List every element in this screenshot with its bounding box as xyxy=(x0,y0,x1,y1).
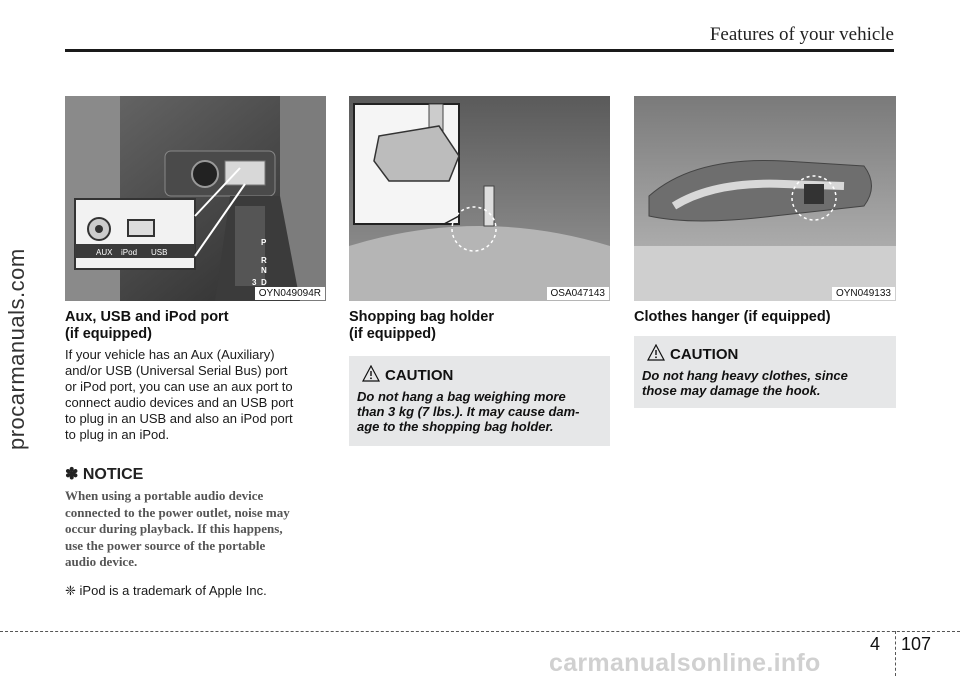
caution-line: age to the shopping bag holder. xyxy=(357,419,554,434)
image-caption: OYN049133 xyxy=(832,287,895,300)
heading-line: Shopping bag holder xyxy=(349,309,494,325)
gear-label-d: D xyxy=(261,278,267,287)
aux-usb-ipod-photo xyxy=(65,96,326,301)
page-number-separator xyxy=(895,631,896,676)
caution-body xyxy=(357,389,605,434)
heading-line: Aux, USB and iPod port xyxy=(65,309,229,325)
body-line: to plug in an iPod. xyxy=(65,427,170,442)
aux-usb-heading xyxy=(65,309,326,343)
caution-body xyxy=(642,368,892,398)
gear-label-3: 3 xyxy=(252,278,257,287)
header-rule xyxy=(65,49,894,52)
notice-line: connected to the power outlet, noise may xyxy=(65,504,290,520)
trademark-note xyxy=(65,583,267,599)
shopping-bag-heading xyxy=(349,309,610,343)
notice-body xyxy=(65,488,326,571)
side-watermark: procarmanuals.com xyxy=(4,248,29,450)
gear-label-p: P xyxy=(261,238,267,247)
heading-line: (if equipped) xyxy=(65,326,152,342)
shopping-bag-caution-box xyxy=(349,356,610,446)
heading-line: (if equipped) xyxy=(349,326,436,342)
trademark-symbol: ❈ xyxy=(65,583,76,598)
warning-icon xyxy=(362,365,380,382)
gear-label-r: R xyxy=(261,256,267,265)
clothes-hanger-caution-box xyxy=(634,336,896,408)
caution-title: CAUTION xyxy=(385,367,454,384)
page-number: 107 xyxy=(901,634,932,654)
inset-label-ipod: iPod xyxy=(121,248,138,257)
notice-line: When using a portable audio device xyxy=(65,488,264,503)
body-line: connect audio devices and an USB port xyxy=(65,395,294,410)
shopping-bag-holder-photo xyxy=(349,96,610,301)
chapter-number: 4 xyxy=(870,634,881,654)
footer-rule xyxy=(0,631,960,632)
inset-label-aux: AUX xyxy=(96,248,113,257)
body-line: and/or USB (Universal Serial Bus) port xyxy=(65,363,288,378)
image-caption: OYN049094R xyxy=(255,287,325,300)
caution-line: those may damage the hook. xyxy=(642,383,821,398)
notice-line: audio device. xyxy=(65,554,138,569)
warning-icon xyxy=(647,344,665,361)
clothes-hanger-photo xyxy=(634,96,896,301)
trademark-text: iPod is a trademark of Apple Inc. xyxy=(79,583,267,598)
notice-line: occur during playback. If this happens, xyxy=(65,521,283,536)
gear-label-n: N xyxy=(261,266,267,275)
caution-line: Do not hang a bag weighing more xyxy=(357,389,566,404)
caution-line: than 3 kg (7 lbs.). It may cause dam- xyxy=(357,404,580,419)
notice-line: use the power source of the portable xyxy=(65,537,266,553)
caution-title: CAUTION xyxy=(670,346,739,363)
clothes-hanger-heading: Clothes hanger (if equipped) xyxy=(634,309,831,325)
bottom-watermark: carmanualsonline.info xyxy=(549,649,821,677)
body-line: to plug in an USB and also an iPod port xyxy=(65,411,293,426)
notice-title: NOTICE xyxy=(82,466,144,483)
body-line: If your vehicle has an Aux (Auxiliary) xyxy=(65,347,275,362)
inset-label-usb: USB xyxy=(151,248,168,257)
aux-usb-description xyxy=(65,347,326,443)
notice-symbol: ✽ xyxy=(65,466,79,483)
image-caption: OSA047143 xyxy=(547,287,610,300)
body-line: or iPod port, you can use an aux port to xyxy=(65,379,293,394)
caution-line: Do not hang heavy clothes, since xyxy=(642,368,848,383)
notice-heading xyxy=(65,464,143,484)
section-title: Features of your vehicle xyxy=(709,24,894,45)
